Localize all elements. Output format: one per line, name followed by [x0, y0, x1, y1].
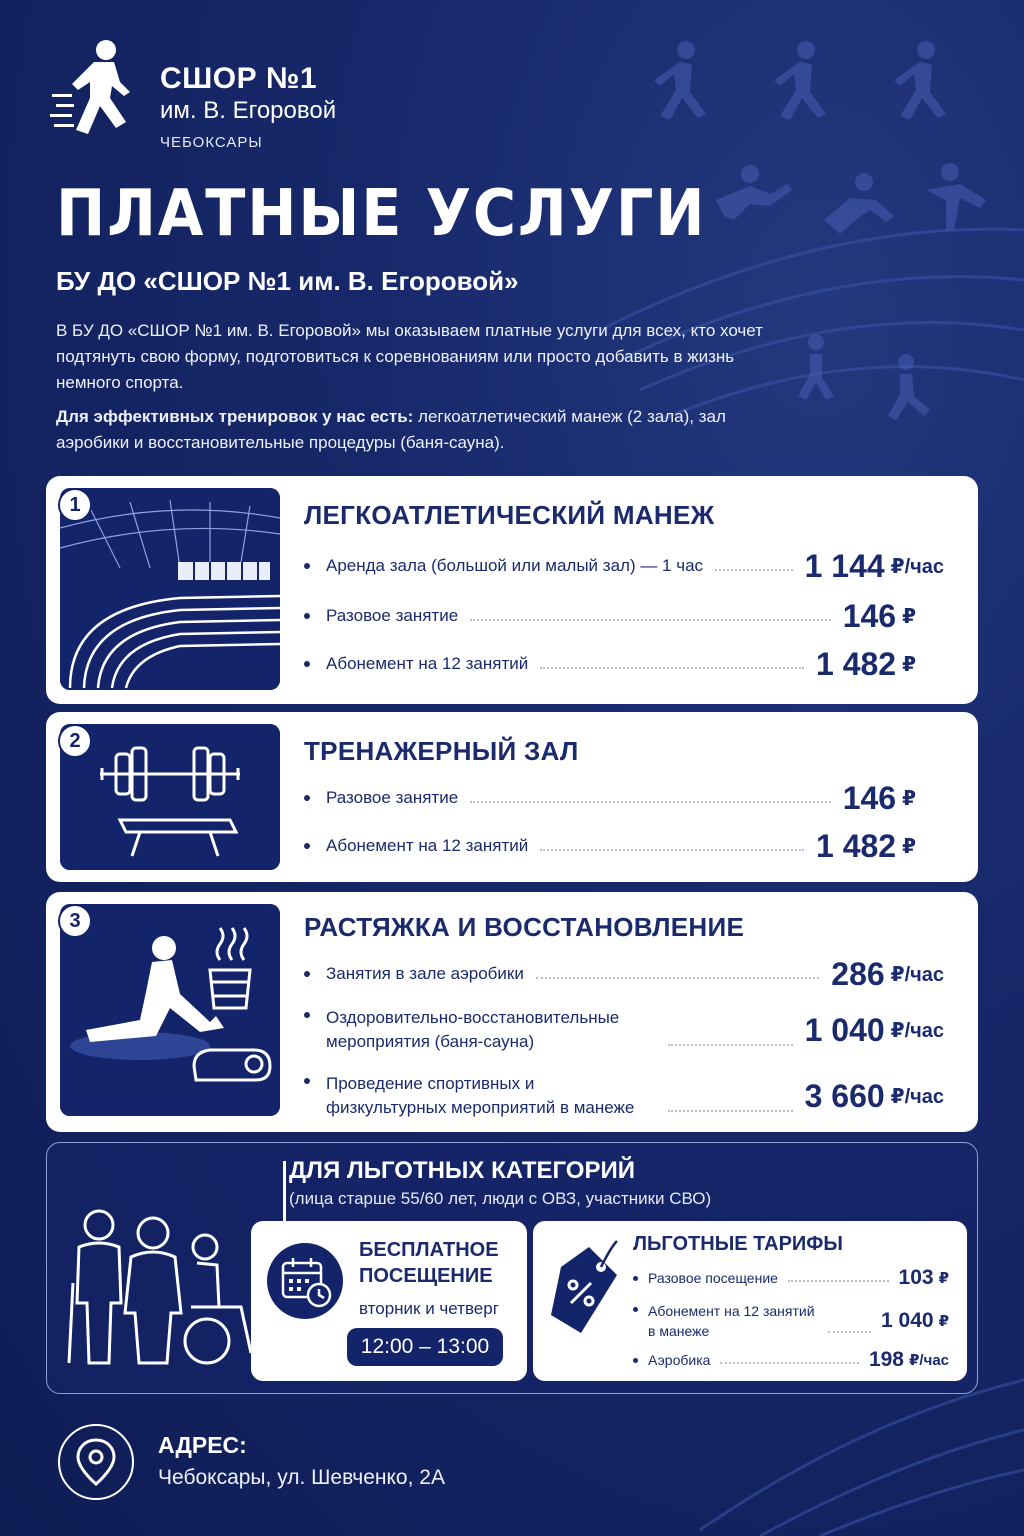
calendar-clock-icon: [267, 1243, 343, 1319]
price-unit: ₽: [902, 653, 916, 676]
price-unit: ₽/час: [890, 555, 944, 578]
section-card-stretch: [46, 892, 978, 1132]
price-unit: ₽/час: [890, 1085, 944, 1108]
price-label: Оздоровительно-восстановительные мероприятия (баня-сауна): [326, 1008, 620, 1051]
bullet-icon: [304, 1012, 310, 1018]
price-unit: ₽/час: [890, 963, 944, 986]
runner-logo-icon: [50, 38, 136, 142]
discount-rates-box: [533, 1221, 967, 1381]
location-pin-icon: [58, 1424, 134, 1500]
price-unit: ₽/час: [890, 1019, 944, 1042]
price-unit: ₽: [902, 605, 916, 628]
bullet-icon: [633, 1307, 638, 1312]
bullet-icon: [304, 661, 310, 667]
discount-price: 198: [868, 1348, 904, 1371]
free-visit-title: [359, 1237, 499, 1289]
discount-price: 1 040: [881, 1309, 934, 1332]
price-value: 146: [842, 597, 897, 634]
section-number-badge: 2: [58, 724, 92, 758]
bullet-icon: [304, 613, 310, 619]
bullet-icon: [304, 1078, 310, 1084]
discount-unit: ₽/час: [909, 1352, 949, 1369]
discount-row: [633, 1263, 949, 1293]
bullet-icon: [304, 843, 310, 849]
price-row: [304, 1002, 944, 1058]
price-row: [304, 1068, 944, 1124]
discount-rates-title: ЛЬГОТНЫЕ ТАРИФЫ: [633, 1233, 843, 1255]
facilities-text: [56, 404, 776, 456]
section-number-badge: 3: [58, 904, 92, 938]
dotted-leader: [540, 849, 804, 851]
discount-label: Абонемент на 12 занятий в манеже: [648, 1303, 815, 1339]
price-label: Занятия в зале аэробики: [326, 964, 524, 983]
intro-text: В БУ ДО «СШОР №1 им. В. Егоровой» мы оказываем платные услуги для всех, кто хочет подтянуть свою форму, подготовиться к соревнованиям или просто добавить в жизнь немного спорта.: [56, 321, 763, 392]
address-value: Чебоксары, ул. Шевченко, 2А: [158, 1466, 445, 1489]
price-label: Аренда зала (большой или малый зал) — 1 час: [326, 556, 704, 575]
free-visit-days: вторник и четверг: [359, 1299, 499, 1318]
price-row: [304, 644, 916, 684]
price-label: Абонемент на 12 занятий: [326, 654, 529, 673]
page-subtitle: БУ ДО «СШОР №1 им. В. Егоровой»: [56, 266, 519, 296]
section-title: ТРЕНАЖЕРНЫЙ ЗАЛ: [304, 736, 579, 766]
address-label: АДРЕС:: [158, 1432, 247, 1458]
org-subname: им. В. Егоровой: [160, 97, 337, 124]
benefits-title: ДЛЯ ЛЬГОТНЫХ КАТЕГОРИЙ: [289, 1157, 635, 1184]
price-value: 1 040: [804, 1011, 885, 1048]
benefits-subtitle: (лица старше 55/60 лет, люди с ОВЗ, участники СВО): [289, 1189, 712, 1208]
org-block: [160, 62, 336, 151]
page-title: ПЛАТНЫЕ УСЛУГИ: [56, 177, 707, 251]
price-label: Разовое занятие: [326, 788, 459, 807]
price-row: [304, 778, 916, 818]
discount-row: [633, 1345, 949, 1375]
price-row: [304, 826, 916, 866]
price-row: [304, 546, 944, 586]
dotted-leader: [668, 1110, 793, 1112]
price-value: 1 144: [804, 547, 885, 584]
barbell-bench-icon: [60, 724, 280, 870]
price-unit: ₽: [902, 787, 916, 810]
price-value: 1 482: [816, 645, 897, 682]
discount-label: Разовое посещение: [648, 1270, 778, 1286]
dotted-leader: [536, 977, 819, 979]
stretching-sauna-icon: [60, 904, 280, 1116]
discount-unit: ₽: [938, 1313, 949, 1330]
free-visit-time: 12:00 – 13:00: [347, 1328, 503, 1366]
dotted-leader: [540, 667, 804, 669]
people-wheelchair-icon: [61, 1203, 261, 1373]
benefits-panel: [46, 1142, 978, 1394]
price-unit: ₽: [902, 835, 916, 858]
price-value: 1 482: [816, 827, 897, 864]
divider-bar: [283, 1161, 286, 1221]
bullet-icon: [304, 795, 310, 801]
facilities-list: легкоатлетический манеж (2 зала), зал аэробики и восстановительные процедуры (баня-сауна).: [56, 407, 726, 452]
discount-unit: ₽: [938, 1270, 949, 1287]
price-value: 146: [842, 779, 897, 816]
dotted-leader: [715, 569, 793, 571]
discount-label: Аэробика: [648, 1352, 711, 1368]
bullet-icon: [304, 563, 310, 569]
price-value: 3 660: [804, 1077, 885, 1114]
section-title: РАСТЯЖКА И ВОССТАНОВЛЕНИЕ: [304, 912, 745, 942]
section-card-gym: [46, 712, 978, 882]
bullet-icon: [633, 1358, 638, 1363]
price-label: Абонемент на 12 занятий: [326, 836, 529, 855]
dotted-leader: [470, 801, 831, 803]
price-label: Проведение спортивных и физкультурных мероприятий в манеже: [326, 1074, 635, 1117]
dotted-leader: [788, 1280, 889, 1282]
org-name: СШОР №1: [160, 62, 318, 95]
dotted-leader: [720, 1362, 859, 1364]
price-row: [304, 596, 916, 636]
section-title: ЛЕГКОАТЛЕТИЧЕСКИЙ МАНЕЖ: [304, 500, 715, 530]
dotted-leader: [828, 1331, 871, 1333]
discount-row: [633, 1299, 949, 1343]
percent-tag-icon: [541, 1237, 631, 1341]
bullet-icon: [633, 1276, 638, 1281]
price-label: Разовое занятие: [326, 606, 459, 625]
facilities-lead: Для эффективных тренировок у нас есть:: [56, 407, 414, 426]
stadium-track-icon: [60, 488, 280, 690]
price-row: [304, 954, 944, 994]
free-visit-box: [251, 1221, 527, 1381]
bullet-icon: [304, 971, 310, 977]
section-card-track: [46, 476, 978, 704]
dotted-leader: [668, 1044, 793, 1046]
section-number-badge: 1: [58, 488, 92, 522]
free-visit-title-text: БЕСПЛАТНОЕ ПОСЕЩЕНИЕ: [359, 1239, 499, 1287]
price-value: 286: [831, 955, 885, 992]
org-city: ЧЕБОКСАРЫ: [160, 134, 263, 151]
dotted-leader: [470, 619, 831, 621]
discount-price: 103: [898, 1266, 934, 1289]
